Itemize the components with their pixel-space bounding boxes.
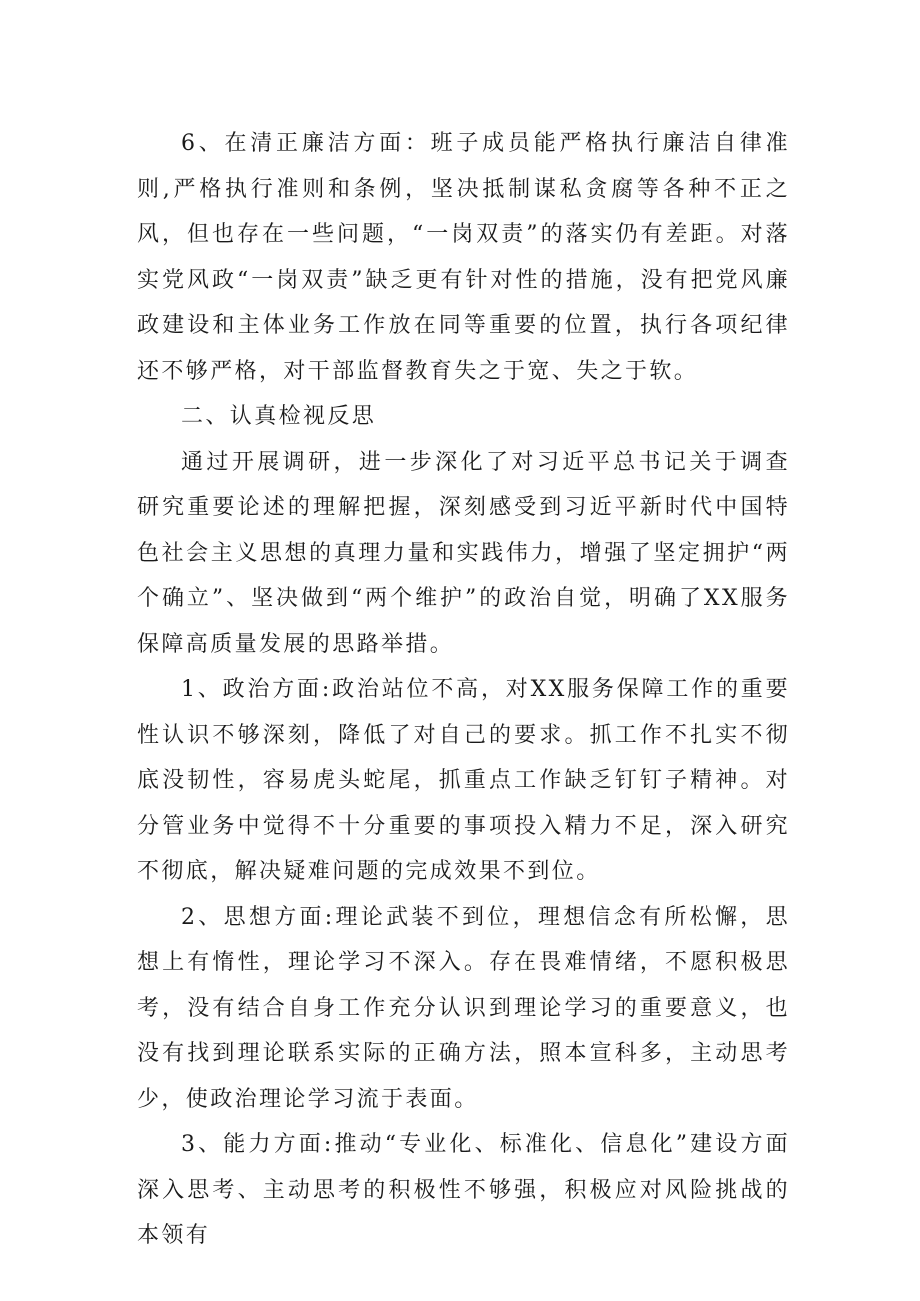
paragraph-reflection-intro: 通过开展调研，进一步深化了对习近平总书记关于调查研究重要论述的理解把握，深刻感受到习近平新时代中国特色社会主义思想的真理力量和实践伟力，增强了坚定拥护“两个确立”、坚决做到“两个维护”的政治自觉，明确了XX服务保障高质量发展的思路举措。 [137, 449, 790, 657]
paragraph-ideological: 2、思想方面:理论武装不到位，理想信念有所松懈，思想上有惰性，理论学习不深入。存在畏难情绪，不愿积极思考，没有结合自身工作充分认识到理论学习的重要意义，也没有找到理论联系实际的正确方法，照本宣科多，主动思考少，使政治理论学习流于表面。 [137, 904, 790, 1112]
paragraph-integrity: 6、在清正廉洁方面：班子成员能严格执行廉洁自律准则,严格执行准则和条例，坚决抵制谋私贪腐等各种不正之风，但也存在一些问题，“一岗双责”的落实仍有差距。对落实党风政“一岗双责”缺乏更有针对性的措施，没有把党风廉政建设和主体业务工作放在同等重要的位置，执行各项纪律还不够严格，对干部监督教育失之于宽、失之于软。 [137, 131, 790, 384]
paragraph-political: 1、政治方面:政治站位不高，对XX服务保障工作的重要性认识不够深刻，降低了对自己的要求。抓工作不扎实不彻底没韧性，容易虎头蛇尾，抓重点工作缺乏钉钉子精神。对分管业务中觉得不十分重要的事项投入精力不足，深入研究不彻底，解决疑难问题的完成效果不到位。 [137, 677, 790, 884]
paragraph-capability: 3、能力方面:推动“专业化、标准化、信息化”建设方面深入思考、主动思考的积极性不够强，积极应对风险挑战的本领有 [137, 1132, 790, 1248]
section-heading-reflection: 二、认真检视反思 [181, 404, 377, 429]
document-body [137, 121, 790, 1259]
